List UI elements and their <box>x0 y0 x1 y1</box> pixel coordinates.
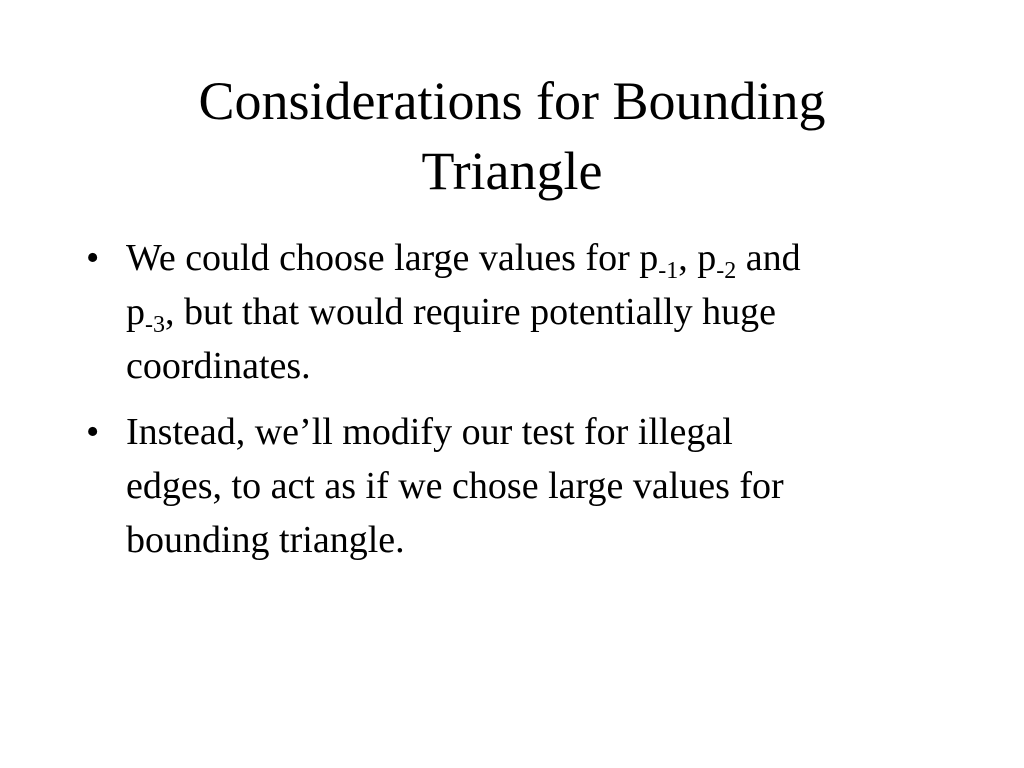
bullet-1-text-c: and <box>736 237 801 279</box>
bullet-list <box>86 231 956 579</box>
bullet-icon: • <box>86 237 100 279</box>
bullet-1-text-a: We could choose large values for p <box>126 237 659 279</box>
title-line-1: Considerations for Bounding <box>198 71 826 131</box>
subscript-minus-1: -1 <box>658 258 679 284</box>
bullet-1-line-2 <box>126 285 956 339</box>
subscript-minus-2: -2 <box>716 258 737 284</box>
bullet-item-2 <box>86 405 956 567</box>
bullet-1-text-b: , p <box>678 237 717 279</box>
bullet-1-line-3: coordinates. <box>126 345 311 387</box>
bullet-2-line-3: bounding triangle. <box>126 519 405 561</box>
bullet-1-text-e: , but that would require potentially huge <box>165 291 777 333</box>
bullet-1-line-1 <box>126 231 956 285</box>
subscript-minus-3: -3 <box>145 312 165 338</box>
bullet-icon: • <box>86 411 100 453</box>
bullet-2-line-1: Instead, we’ll modify our test for illegal <box>126 411 733 453</box>
bullet-item-1 <box>86 231 956 393</box>
title-line-2: Triangle <box>421 141 603 201</box>
slide-title <box>80 66 944 206</box>
bullet-2-line-2: edges, to act as if we chose large values for <box>126 465 784 507</box>
bullet-1-text-d: p <box>126 291 145 333</box>
